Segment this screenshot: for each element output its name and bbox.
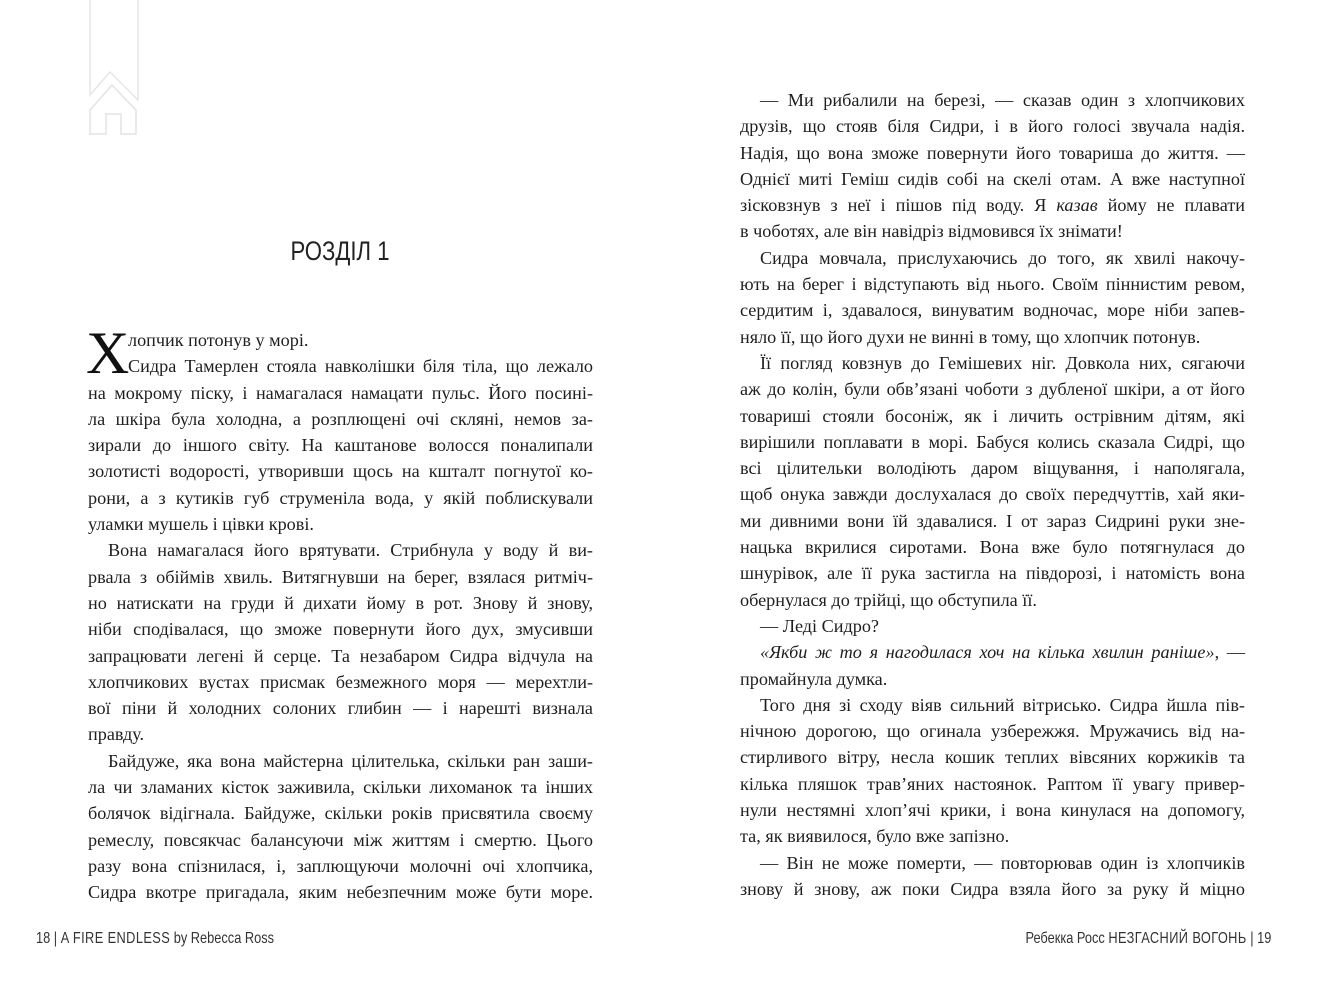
text-line: запрацювати легені й серце. Та незабаром Сидра відчула на <box>88 645 593 666</box>
byline: by Rebecca Ross <box>173 930 275 947</box>
text-line: хлопчикових вустах присмак безмежного моря — мерехтли- <box>88 671 593 692</box>
text-line: щоб онука завжди дослухалася до своїх передчуттів, хай яки- <box>740 484 1245 505</box>
text-line: ми дивними вони їй здавалися. І от зараз Сидрині руки зне- <box>740 510 1245 531</box>
text-line: ла шкіра була холодна, а розплющені очі скляні, немов за- <box>88 408 593 429</box>
book-title: НЕЗГАСНИЙ ВОГОНЬ <box>1108 930 1247 947</box>
text-line <box>740 192 1245 218</box>
text-line: на мокрому піску, і намагалася намацати пульс. Його посині- <box>88 382 593 403</box>
text-line <box>740 639 1245 665</box>
text-line: стирливого вітру, несла кошик теплих вівсяних коржиків та <box>740 747 1245 768</box>
book-title: A FIRE ENDLESS <box>60 930 171 947</box>
text-line: зирали до іншого світу. На каштанове волосся поналипали <box>88 435 593 456</box>
left-page <box>0 0 666 1000</box>
text-line: друзів, що стояв біля Сидри, і в його голосі звучала надія. <box>740 116 1245 137</box>
text-line: Вона намагалася його врятувати. Стрибнула у воду й ви- <box>108 540 593 561</box>
text-line: Надія, що вона зможе повернути його товариша до життя. — <box>740 142 1245 163</box>
text-segment: , — <box>1214 642 1246 663</box>
text-line: сердитим і, здавалося, винуватим водночас, море ніби запев- <box>740 300 1245 321</box>
author: Ребекка Росс <box>1025 930 1105 947</box>
text-line: золотисті водорості, утворивши щось на кшталт погнутої ко- <box>88 461 593 482</box>
italic-text: казав <box>1056 195 1098 216</box>
body-text-left <box>86 320 593 906</box>
text-line: лопчик потонув у морі. <box>128 330 309 350</box>
text-line: Однієї миті Геміш сидів собі на скелі отам. А вже наступної <box>740 168 1245 189</box>
text-line: болячок відігнала. Байдуже, скільки років присвятила своєму <box>88 803 593 824</box>
text-line: уламки мушель і цівки крові. <box>88 514 314 535</box>
footer-separator: | <box>1249 930 1254 947</box>
body-text-right <box>740 87 1245 902</box>
footer-separator: | <box>53 930 58 947</box>
text-line: рвала з обіймів хвиль. Витягнувши на берег, взялася ритміч- <box>88 566 593 587</box>
text-line: Байдуже, яка вона майстерна цілителька, скільки ран заши- <box>108 750 593 771</box>
text-line: нічною дорогою, що огинала узбережжя. Мружачись від на- <box>740 721 1245 742</box>
text-line: рони, а з кутиків губ струменіла вода, у якій поблискували <box>88 487 593 508</box>
page-number: 19 <box>1256 930 1271 947</box>
text-line: но натискати на груди й дихати йому в рот. Знову й знову, <box>88 592 593 613</box>
running-footer-right <box>1025 930 1271 948</box>
text-line: Того дня зі сходу віяв сильний вітрисько. Сидра йшла пів- <box>760 694 1245 715</box>
text-line: та, як виявилося, було вже запізно. <box>740 826 1010 847</box>
text-line: Сидра мовчала, прислухаючись до того, як хвилі накочу- <box>760 247 1245 268</box>
text-line: — Леді Сидро? <box>760 615 880 636</box>
text-segment: зісковзнув з неї і пішов під воду. Я <box>740 195 1057 216</box>
text-line: товариші стояли босоніж, як і личить острівним дітям, які <box>740 405 1245 426</box>
text-line: нули нестямні хлоп’ячі крики, і вона кинулася на допомогу, <box>740 800 1245 821</box>
text-line: нацька вкрилися сиротами. Вона вже було потягнулася до <box>740 537 1245 558</box>
text-line: обернулася до трійці, що обступила її. <box>740 589 1037 610</box>
text-line: шнурівок, але її рука застигла на півдорозі, і натомість вона <box>740 563 1245 584</box>
text-line: ла чи зламаних кісток заживила, скільки лихоманок та інших <box>88 777 593 798</box>
text-line: — Ми рибалили на березі, — сказав один з хлопчикових <box>760 90 1245 110</box>
text-line: в чоботях, але він навідріз відмовився їх знімати! <box>740 221 1123 242</box>
italic-text: «Якби ж то я нагодилася хоч на кілька хвилин раніше» <box>760 642 1215 663</box>
text-line: Сидра Тамерлен стояла навколішки біля тіла, що лежало <box>128 356 593 377</box>
text-line: аж до колін, були обв’язані чоботи з дубленої шкіри, а от його <box>740 379 1245 400</box>
text-line: промайнула думка. <box>740 668 888 689</box>
text-line: всі цілительки володіють даром віщування, і наполягала, <box>740 458 1245 479</box>
text-segment: йому не плавати <box>1097 195 1245 216</box>
text-line: ремеслу, повсякчас балансуючи між життям і смертю. Цього <box>88 829 593 850</box>
chapter-title: РОЗДІЛ 1 <box>290 236 390 266</box>
bookmark-home-icon[interactable] <box>82 0 140 136</box>
text-line: вої піни й холодних солоних глибин — і нарешті визнала <box>88 698 593 719</box>
text-line: ють на берег і відступають від нього. Своїм піннистим ревом, <box>740 274 1245 295</box>
text-line: правду. <box>88 724 145 745</box>
text-line: Її погляд ковзнув до Гемішевих ніг. Довкола них, сягаючи <box>760 352 1245 373</box>
right-page <box>666 0 1333 1000</box>
text-line: няло її, що його духи не винні в тому, що хлопчик потонув. <box>740 326 1201 347</box>
running-footer-left <box>36 930 274 948</box>
text-line: разу вона спізнилася, і, заплющуючи молочні очі хлопчика, <box>88 855 593 876</box>
text-line: кілька пляшок трав’яних настоянок. Раптом її увагу привер- <box>740 773 1245 794</box>
drop-cap: Х <box>86 320 130 386</box>
text-line: ніби сподівалася, що зможе повернути його дух, змусивши <box>88 619 593 640</box>
page-number: 18 <box>36 930 51 947</box>
text-line: вирішили поплавати в морі. Бабуся колись сказала Сидрі, що <box>740 431 1245 452</box>
text-line: Сидра вкотре пригадала, яким небезпечним може бути море. <box>88 882 593 903</box>
text-line: — Він не може померти, — повторював один із хлопчиків <box>760 852 1245 873</box>
text-line: знову й знову, аж поки Сидра взяла його за руку й міцно <box>740 878 1245 899</box>
